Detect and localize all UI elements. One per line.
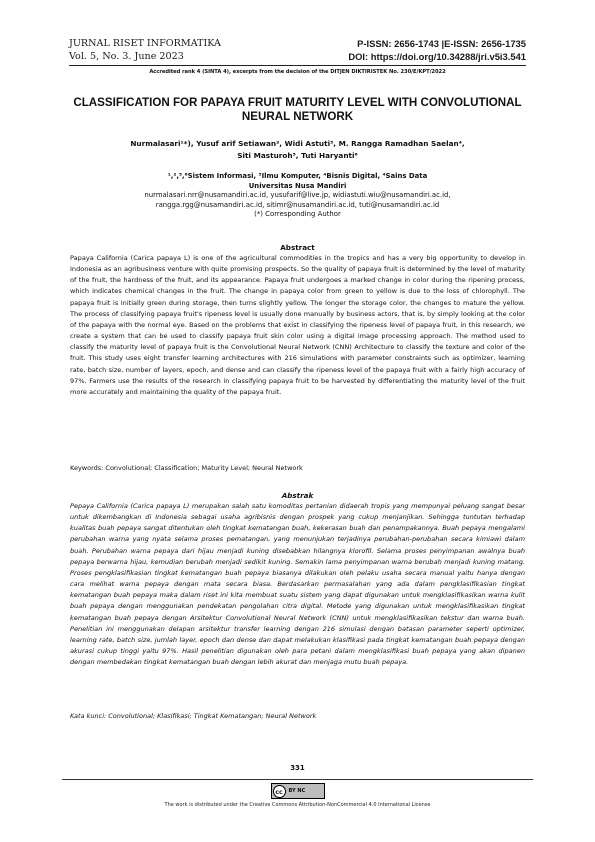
page-number: 331	[290, 764, 305, 772]
author-line-1: Nurmalasari¹*), Yusuf arif Setiawan², Widi Astuti³, M. Rangga Ramadhan Saelan⁴,	[130, 139, 465, 148]
license-text: The work is distributed under the Creative Commons Attribution-NonCommercial 4.0 International License	[164, 802, 431, 808]
header-row-1	[69, 38, 526, 51]
affiliation-block	[70, 172, 525, 220]
abstrak-heading: Abstrak	[281, 491, 314, 500]
accreditation-note: Accredited rank 4 (SINTA 4), excerpts from the decision of the DITJEN DIKTIRISTEK No. 230/E/KPT/2022	[149, 69, 446, 76]
cc-badge-text: BY NC	[288, 788, 306, 794]
header-row-2	[69, 51, 526, 64]
author-emails-1: nurmalasari.nrr@nusamandiri.ac.id, yusufarif@live.jp, widiastuti.wiu@nusamandiri.ac.id,	[144, 191, 451, 199]
author-list	[70, 138, 525, 161]
volume-text: Vol. 5, No. 3. June 2023	[69, 50, 184, 62]
issn-text: P-ISSN: 2656-1743 |E-ISSN: 2656-1735	[357, 38, 526, 49]
abstract-heading: Abstract	[280, 243, 315, 252]
affiliation-university: Universitas Nusa Mandiri	[248, 181, 347, 190]
header-divider	[69, 65, 526, 66]
cc-badge-frame	[271, 783, 325, 799]
kata-kunci: Kata kunci: Convolutional; Klasifikasi; Tingkat Kematangan; Neural Network	[70, 712, 317, 720]
abstrak-text: Pepaya California (Carica papaya L) merupakan salah satu komoditas pertanian didaerah tropis yang mempunyai peluang sangat besar untuk dikembangkan di Indonesia sebagai usaha agribisnis dengan prospek yang cukup menjanjikan. Sehingga tuntutan terhadap kualitas buah pepaya sangat ditentukan oleh tingkat kematangan buah, kekerasan buah dan penampakannya. Buah pepaya mengalami perubahan warna yang nyata selama proses pematangan, yang menunjukan terjadinya perubahan-perubahan secara kimiawi dalam buah. Perubahan warna pepaya dari hijau menjadi kuning disebabkan hilangnya klorofil. Selama proses penyimpanan awalnya buah pepaya berwarna hijau, kemudian berubah menjadi sedikit kuning. Semakin lama penyimpanan warna berubah menjadi kuning matang. Proses pengklasifikasian tingkat kematangan buah pepaya biasanya dilakukan oleh pelaku usaha secara manual yaitu hanya dengan cara melihat warna pepaya dengan mata secara biasa. Berdasarkan permasalahan yang ada dalam pengklasifikasian tingkat kematangan buah pepaya maka dalam riset ini kita membuat suatu sistem yang dapat digunakan untuk mengklasifikasikan warna kulit buah pepaya dengan menggunakan pendekatan pengolahan citra digital. Metode yang digunakan untuk mengklasifikasikan tingkat kematangan buah pepaya dengan Arsitektur Convolutional Neural Network (CNN) untuk mengklasifikasikan tekstur dan warna buah. Penelitian ini menggunakan delapan arsitektur transfer learning dengan 216 simulasi dengan batasan parameter seperti optimizer, learning rate, batch size, jumlah layer, epoch dan dense dan dapat melakukan klasifikasi pada tingkat kematangan buah pepaya dengan akurasi cukup tinggi yaitu 97%. Hasil penelitian digunakan oleh para petani dalam mengklasifikasi buah pepaya yang akan dipanen dengan membedakan tingkat kematangan buah dengan lebih akurat dan menjaga mutu buah pepaya.	[70, 502, 525, 667]
doi-link[interactable]: DOI: https://doi.org/10.34288/jri.v5i3.541	[348, 50, 526, 62]
corresponding-author-note: (*) Corresponding Author	[254, 210, 341, 218]
journal-header	[69, 38, 526, 75]
affiliation-departments: ¹,²,⁵,⁶Sistem Informasi, ³Ilmu Komputer, ⁴Bisnis Digital, ⁴Sains Data	[167, 172, 428, 180]
paper-title: CLASSIFICATION FOR PAPAYA FRUIT MATURITY LEVEL WITH CONVOLUTIONAL NEURAL NETWORK	[73, 96, 522, 123]
creative-commons-icon: cc	[273, 785, 286, 798]
author-emails-2: rangga.rgg@nusamandiri.ac.id, sitimr@nusamandiri.ac.id, tuti@nusamandiri.ac.id	[155, 200, 440, 209]
license-footer	[62, 779, 533, 808]
footer-divider	[62, 779, 533, 780]
abstract-text: Papaya California (Carica papaya L) is one of the agricultural commodities in the tropics and has a very big opportunity to develop in Indonesia as an agribusiness venture with quite promising prospects. So the quality of papaya fruit is determined by the level of maturity of the fruit, the hardness of the fruit, and its appearance. Papaya fruit undergoes a marked change in color during the ripening process, which indicates chemical changes in the fruit. The change in papaya color from green to yellow is due to the loss of chlorophyll. The papaya fruit is initially green during storage, then turns slightly yellow. The longer the storage color, the changes to mature the yellow. The process of classifying papaya fruit's ripeness level is usually done manually by business actors, that is, by simply looking at the color of the papaya with the normal eye. Based on the problems that exist in classifying the ripeness level of papaya fruit, in this research, we create a system that can be used to classify papaya fruit skin color using a digital image processing approach. The method used to classify the maturity level of papaya fruit is the Convolutional Neural Network (CNN) Architecture to classify the texture and color of the fruit. This study uses eight transfer learning architectures with 216 simulations with parameter constraints such as optimizer, learning rate, batch size, number of layers, epoch, and dense and can classify the ripeness level of the papaya fruit with a fairly high accuracy of 97%. Farmers use the results of the research in classifying papaya fruit to be harvested by differentiating the maturity level of the fruit more accurately and maintaining the quality of the papaya fruit.	[70, 254, 525, 396]
cc-license-badge[interactable]	[62, 783, 533, 799]
keywords: Keywords: Convolutional; Classification; Maturity Level; Neural Network	[70, 464, 303, 472]
journal-name: JURNAL RISET INFORMATIKA	[69, 38, 221, 49]
author-line-2: Siti Masturoh⁵, Tuti Haryanti⁶	[237, 150, 358, 160]
